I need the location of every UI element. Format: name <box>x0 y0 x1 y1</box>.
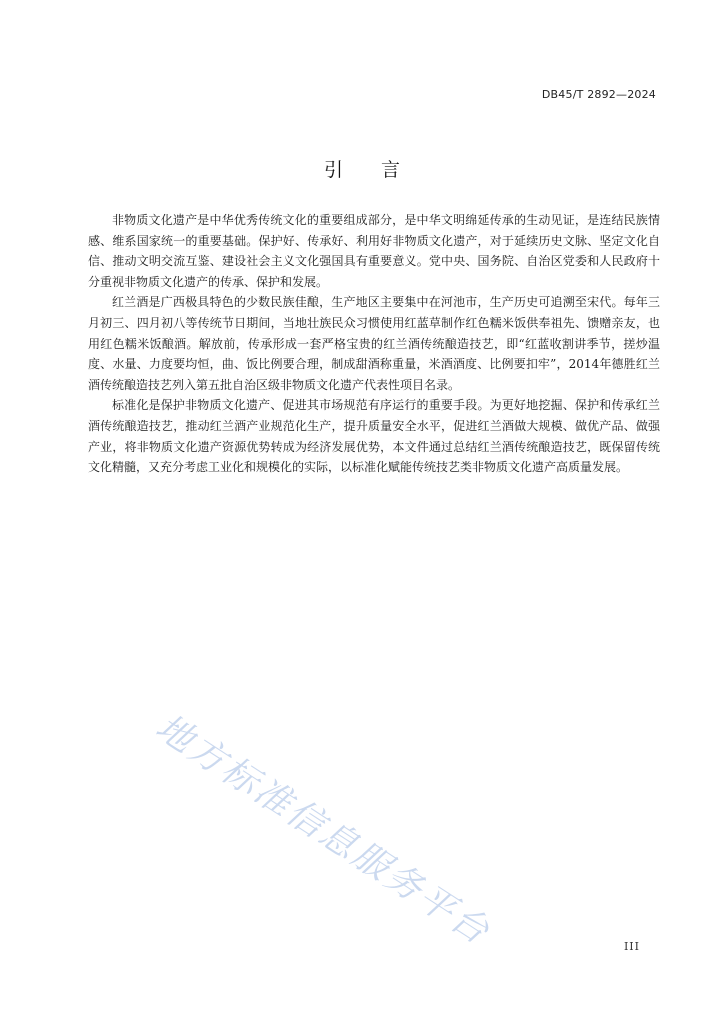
paragraph-intro: 非物质文化遗产是中华优秀传统文化的重要组成部分，是中华文明绵延传承的生动见证，是连结民族情感、维系国家统一的重要基础。保护好、传承好、利用好非物质文化遗产，对于延续历史文脉、坚定文化自信、推动文明交流互鉴、建设社会主义文化强国具有重要意义。党中央、国务院、自治区党委和人民政府十分重视非物质文化遗产的传承、保护和发展。 <box>88 213 660 289</box>
paragraph-standardization: 标准化是保护非物质文化遗产、促进其市场规范有序运行的重要手段。为更好地挖掘、保护和传承红兰酒传统酿造技艺，推动红兰酒产业规范化生产，提升质量安全水平，促进红兰酒做大规模、做优产品、做强产业，将非物质文化遗产资源优势转成为经济发展优势，本文件通过总结红兰酒传统酿造技艺，既保留传统文化精髓，又充分考虑工业化和规模化的实际，以标准化赋能传统技艺类非物质文化遗产高质量发展。 <box>88 398 660 475</box>
page-number: III <box>623 940 640 953</box>
paragraph-honglan-wine: 红兰酒是广西极具特色的少数民族佳酿，生产地区主要集中在河池市，生产历史可追溯至宋代。每年三月初三、四月初八等传统节日期间，当地壮族民众习惯使用红蓝草制作红色糯米饭供奉祖先、馈赠亲友，也用红色糯米饭酿酒。解放前，传承形成一套严格宝贵的红兰酒传统酿造技艺，即“红蓝收割讲季节，搓炒温度、水量、力度要均恒，曲、饭比例要合理，制成甜酒称重量，米酒酒度、比例要扣牢”，2014年德胜红兰酒传统酿造技艺列入第五批自治区级非物质文化遗产代表性项目名录。 <box>88 295 660 392</box>
page-title: 引言 <box>323 159 438 181</box>
body-text <box>88 210 660 478</box>
standard-code: DB45/T 2892—2024 <box>541 88 656 101</box>
watermark: 地方标准信息服务平台 <box>148 706 498 954</box>
